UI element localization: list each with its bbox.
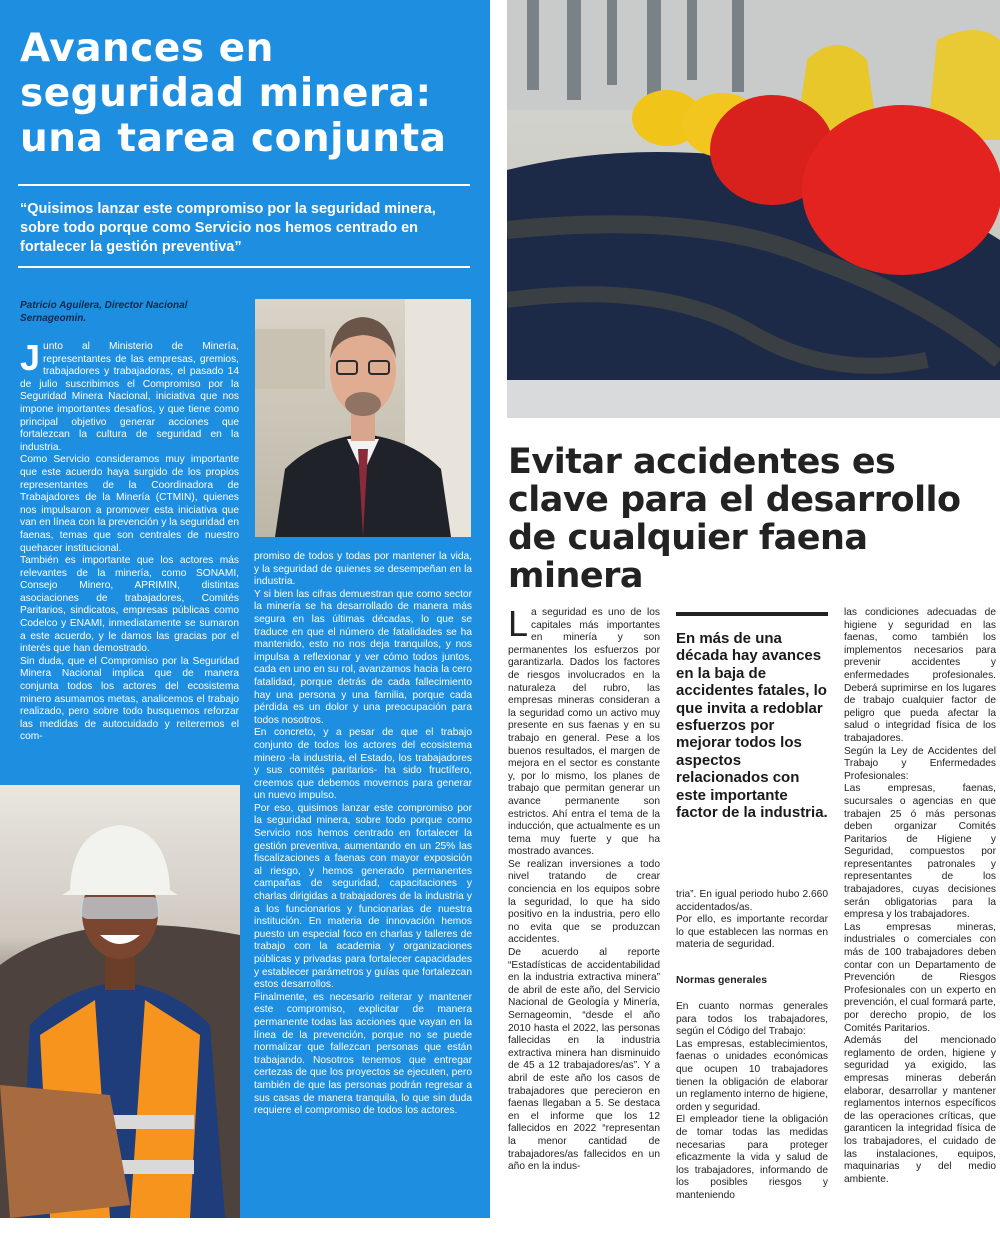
article2-title: Evitar accidentes es clave para el desarrollo de cualquier faena minera: [508, 442, 961, 596]
article2-paragraph: En cuanto normas generales para todos los trabajadores, según el Código del Trabajo:: [676, 1001, 828, 1038]
article1-quote: “Quisimos lanzar este compromiso por la seguridad minera, sobre todo porque como Servicio nos hemos centrado en fortalecer la gestión preventiva”: [20, 201, 436, 255]
article1-paragraph: Y si bien las cifras demuestran que como sector la minería se ha desarrollado de manera más segura en las últimas décadas, lo que se traduce en que el número de fatalidades se ha mantenido, esto no nos deja tranquilos, y nos impulsa a reflexionar y ver cómo todos juntos, cada en uno en su rol, avanzamos hacia la cero fatalidad, porque detrás de cada fallecimiento hay una persona y una familia, porque cada pérdida es un dolor y una preocupación para todos nosotros.: [254, 588, 472, 726]
article2-paragraph: Las empresas, establecimientos, faenas o unidades económicas que ocupen 10 trabajadores tienen la obligación de elaborar un reglamento interno de higiene, orden y seguridad.: [676, 1038, 828, 1113]
quote-top-rule: [18, 184, 470, 186]
article2-paragraph: Las empresas, faenas, sucursales o agencias en que trabajen 25 ó más personas deben organizar Comités Paritarios de Higiene y Seguridad, compuestos por representantes patronales y representantes de los trabajadores, cuyas decisiones serán obligatorias para la empresa y los trabajadores.: [844, 783, 996, 921]
director-portrait-photo: [255, 299, 471, 537]
article2-column-1: [508, 603, 660, 1174]
article2-subhead: Normas generales: [676, 974, 768, 986]
article2-column-2-continued: [676, 1001, 828, 1203]
article1-paragraph: promiso de todos y todas por mantener la vida, y la seguridad de quienes se desempeñan en la industria.: [254, 551, 472, 588]
article2-column-3: [844, 607, 996, 1186]
article2-paragraph: Además del mencionado reglamento de orden, higiene y seguridad ya exigido, las empresas mineras deberán elaborar, desarrollar y mantener reglamentos internos específicos de las operaciones críticas, que garanticen la integridad física de los trabajadores, el cuidado de las instalaciones, equipos, maquinarias y del medio ambiente.: [844, 1035, 996, 1185]
pullquote-rule: [676, 612, 828, 616]
article2-paragraph: a seguridad es uno de los capitales más importantes en minería y son permanentes los esfuerzos por garantizarla. Dados los factores de riesgos involucrados en la naturaleza del rubro, las empresas mineras consideran a la seguridad como un activo muy presente en sus faenas y en su trabajo en general. Pese a los buenos resultados, el margen de mejora en el sector es constante y, por lo mismo, los planes de trabajo que permitan generar un avance permanente son estrictos. Ahí entra el tema de la inducción, que actualmente es un tema muy fuerte y que ha mostrado avances.: [508, 607, 660, 858]
article1-dropcap: J: [20, 337, 41, 378]
article2-paragraph: De acuerdo al reporte “Estadísticas de accidentabilidad en la industria extractiva minera” de abril de este año, del Servicio Nacional de Geología y Minería, Sernageomin, “desde el año 2010 hasta el 2022, las personas fallecidas en la industria extractiva minera han disminuido de 45 a 12 trabajadores/as”. Y a abril de este año los casos de trabajadores que perecieron en faenas llegaban a 5. Se destaca en el informe que los 12 fallecidos en 2022 “representan la menor cantidad de trabajadores/as fallecidos en un año en la indus-: [508, 947, 660, 1173]
article2-paragraph: Se realizan inversiones a todo nivel tratando de crear conciencia en los equipos sobre la seguridad, lo que ha sido positivo en la industria, pero ello no evita que se produzcan accidentes.: [508, 858, 660, 946]
article2-paragraph: Por ello, es importante recordar lo que establecen las normas en materia de seguridad.: [676, 914, 828, 951]
article2-paragraph: Según la Ley de Accidentes del Trabajo y Enfermedades Profesionales:: [844, 745, 996, 782]
article1-paragraph: Por eso, quisimos lanzar este compromiso por la seguridad minera, sobre todo porque como Servicio nos hemos centrado en fortalecer la gestión preventiva, aumentando en un 25% las fiscalizaciones a faenas con mayor exposición al riesgo, y hemos generado permanentes campañas de seguridad, capacitaciones y charlas dirigidas a trabajadores de la industria y a los funcionarios y funcionarias de nuestra institución. En materia de innovación hemos puesto un especial foco en charlas y talleres de trabajo con la academia y organizaciones públicas y privadas para fortalecer capacidades y establecer parámetros y guías que fortalezcan estos desarrollos.: [254, 802, 472, 991]
article1-paragraph: Finalmente, es necesario reiterar y mantener este compromiso, explicitar de manera permanente todas las acciones que vayan en la línea de la prevención, porque no se puede normalizar que fallezcan personas que están trabajando. Nosotros tenemos que entregar certezas de que los proyectos se ejecuten, pero también de que las personas podrán regresar a sus casas de manera tranquila, lo que sin duda requiere el compromiso de todos los actores.: [254, 991, 472, 1117]
article2-paragraph: tria”. En igual periodo hubo 2.660 accidentados/as.: [676, 889, 828, 913]
article1-paragraph: Como Servicio consideramos muy importante que este acuerdo haya surgido de los propios representantes de la Coordinadora de Trabajadores de la Minería (CTMIN), quienes nos impulsaron a promover esta iniciativa que van en línea con la prevención y la seguridad en faenas, temas que son centrales de nuestro quehacer institucional.: [20, 454, 239, 554]
article1-byline: Patricio Aguilera, Director Nacional Sernageomin.: [20, 300, 188, 324]
article1-paragraph: En concreto, y a pesar de que el trabajo conjunto de todos los actores del ecosistema minero -la industria, el Estado, los trabajadores y sus comités paritarios- ha sido fructífero, creemos que debemos movernos para generar un nuevo impulso.: [254, 727, 472, 802]
article1-column-1: [20, 337, 239, 744]
article2-paragraph: Las empresas mineras, industriales o comerciales con más de 100 trabajadores deben contar con un Departamento de Prevención de Riesgos Profesionales con un experto en prevención, el cual formará parte, por derecho propio, de los Comités Paritarios.: [844, 921, 996, 1034]
article1-column-2: [254, 551, 472, 1118]
helmets-photo: [507, 0, 1000, 418]
article1-paragraph: unto al Ministerio de Minería, representantes de las empresas, gremios, trabajadores y trabajadoras, el pasado 14 de julio suscribimos el Compromiso por la Seguridad Minera Nacional, iniciativa que nos impone importantes desafíos, y que tiene como principal objetivo generar acciones que fortalezcan la cultura de seguridad en la industria.: [20, 341, 239, 453]
quote-bottom-rule: [18, 266, 470, 268]
article2-pullquote: En más de una década hay avances en la baja de accidentes fatales, lo que invita a redoblar esfuerzos por mejorar todos los aspectos relacionados con este importante factor de la industria.: [676, 630, 828, 822]
article2-paragraph: El empleador tiene la obligación de tomar todas las medidas necesarias para proteger eficazmente la vida y salud de los trabajadores, informando de los posibles riesgos y manteniendo: [676, 1114, 828, 1201]
article2-dropcap: L: [508, 603, 529, 644]
article1-paragraph: También es importante que los actores más relevantes de la minería, como SONAMI, Consejo Minero, APRIMIN, distintas asociaciones de trabajadores, Comités Paritarios, sindicatos, empresas públicas como Codelco y ENAMI, inmediatamente se sumaron a este acuerdo, y le damos las gracias por el interés que han demostrado.: [20, 555, 239, 655]
article1-title: Avances en seguridad minera: una tarea conjunta: [20, 26, 447, 161]
article2-paragraph: las condiciones adecuadas de higiene y seguridad en las faenas, como también los implementos necesarios para prevenir accidentes y enfermedades profesionales. Deberá suprimirse en los lugares de trabajo cualquier factor de peligro que pueda afectar la salud o integridad física de los trabajadores.: [844, 607, 996, 744]
article1-paragraph: Sin duda, que el Compromiso por la Seguridad Minera Nacional implica que de manera conjunta todos los actores del ecosistema minero asumamos metas, analicemos el trabajo realizado, pero sobre todo busquemos reforzar las medidas de autocuidado y reiteremos el com-: [20, 655, 239, 743]
article2-column-2: [676, 889, 828, 952]
mine-worker-photo: [0, 785, 240, 1218]
